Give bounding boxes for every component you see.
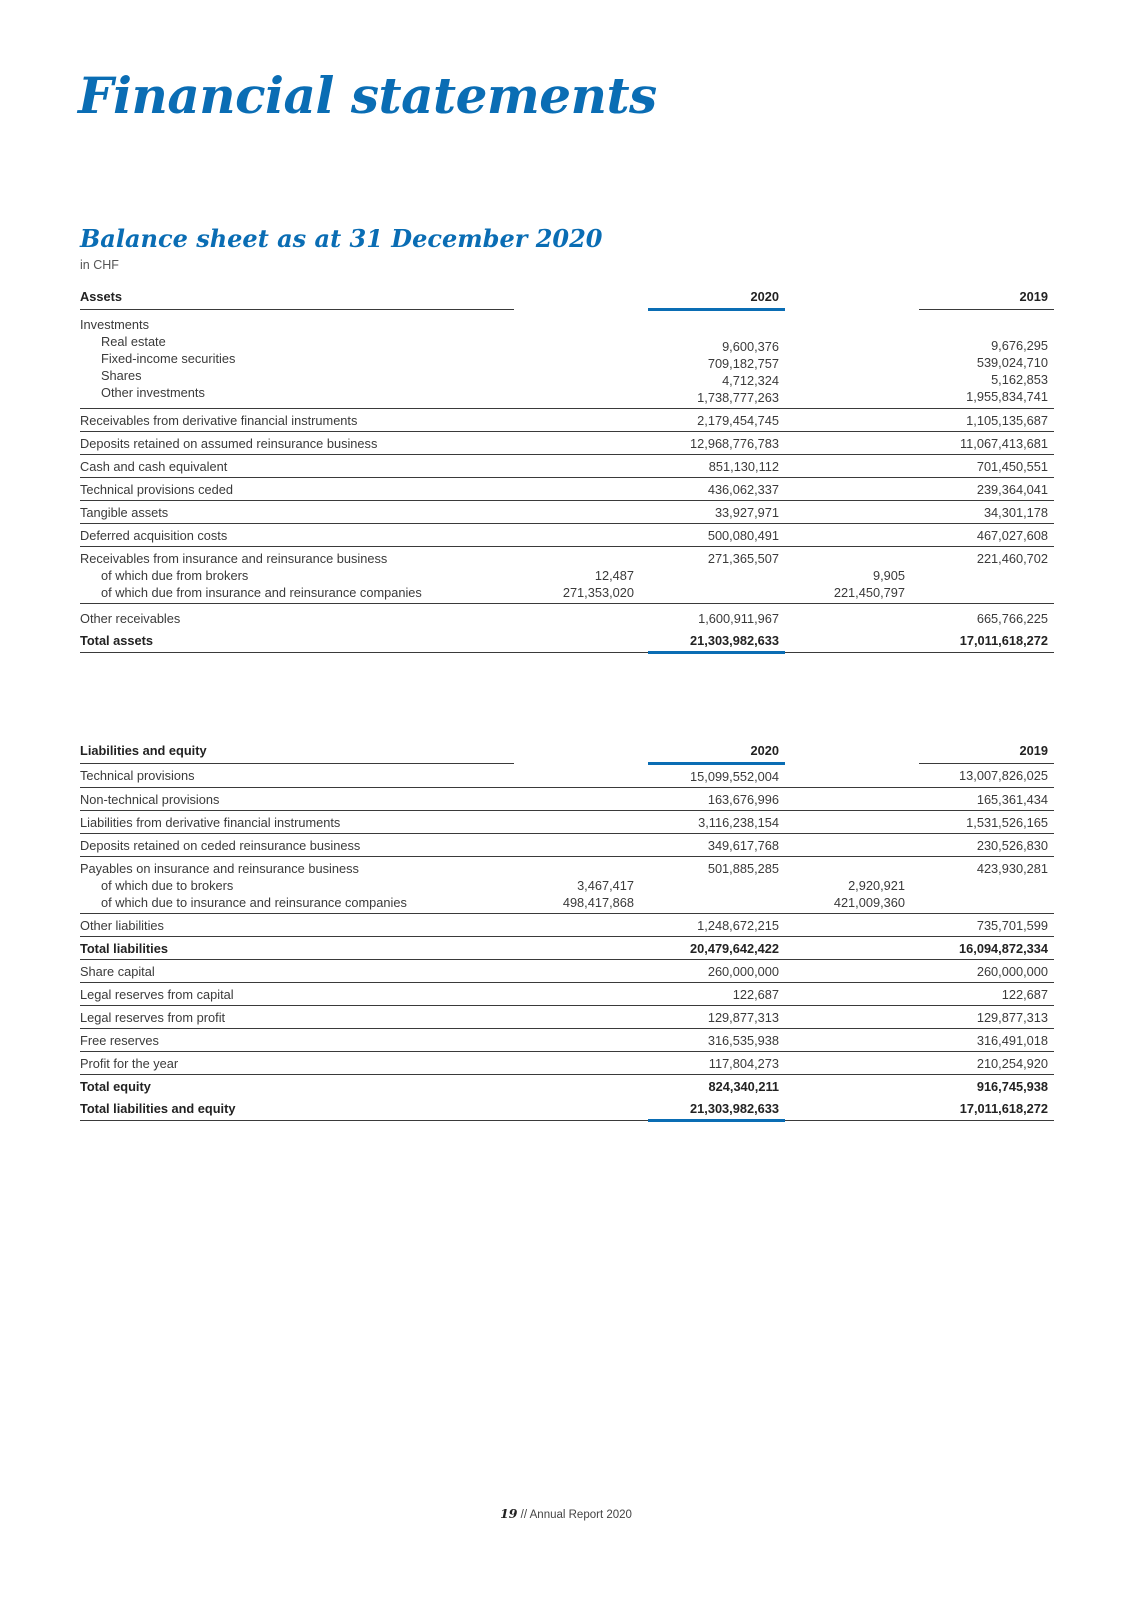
report-name: Annual Report 2020 <box>529 1509 632 1521</box>
value-2019: 701,450,551 <box>919 455 1054 478</box>
row-label: Tangible assets <box>80 501 514 524</box>
row-label: Technical provisions <box>80 764 514 788</box>
sub-value-2020: 3,467,417 <box>577 878 634 893</box>
table-row <box>80 764 1054 788</box>
row-label: Share capital <box>80 960 514 983</box>
row-label: Deferred acquisition costs <box>80 524 514 547</box>
row-label: Total assets <box>80 629 514 653</box>
sub-row-label: of which due from brokers <box>101 568 249 583</box>
total-liabilities-row <box>80 937 1054 960</box>
row-label: Deposits retained on assumed reinsurance business <box>80 432 514 455</box>
table-row <box>80 914 1054 937</box>
value-2020: 349,617,768 <box>648 834 785 857</box>
sub-value-2020: 498,417,868 <box>562 895 634 910</box>
row-label: Technical provisions ceded <box>80 478 514 501</box>
value-2020: 12,968,776,783 <box>648 432 785 455</box>
value-2019: 665,766,225 <box>976 611 1048 626</box>
page-number: 19 <box>500 1506 518 1521</box>
table-row <box>80 547 1054 604</box>
table-row <box>80 432 1054 455</box>
row-label: Other investments <box>101 385 205 400</box>
total-equity-row <box>80 1075 1054 1098</box>
row-label: Real estate <box>101 334 166 349</box>
value-2020: 117,804,273 <box>648 1052 785 1075</box>
sub-row-label: of which due to brokers <box>101 878 234 893</box>
value-2019: 16,094,872,334 <box>919 937 1054 960</box>
col-2020-header: 2020 <box>648 288 785 310</box>
col-2020-header: 2020 <box>648 742 785 764</box>
row-label: Payables on insurance and reinsurance business <box>80 861 359 876</box>
value-2020: 501,885,285 <box>648 857 785 914</box>
value-2019: 1,531,526,165 <box>919 811 1054 834</box>
value-2020: 709,182,757 <box>707 356 779 371</box>
row-label: Deposits retained on ceded reinsurance business <box>80 834 514 857</box>
value-2019: 9,676,295 <box>991 338 1048 353</box>
row-label: Free reserves <box>80 1029 514 1052</box>
value-2019: 129,877,313 <box>919 1006 1054 1029</box>
table-row <box>80 478 1054 501</box>
table-row <box>80 604 1054 630</box>
value-2020: 9,600,376 <box>722 339 779 354</box>
value-2020: 15,099,552,004 <box>648 764 785 788</box>
assets-table <box>80 288 1054 654</box>
row-label: Legal reserves from capital <box>80 983 514 1006</box>
value-2020: 3,116,238,154 <box>648 811 785 834</box>
liabilities-heading: Liabilities and equity <box>80 742 514 764</box>
value-2020: 436,062,337 <box>648 478 785 501</box>
total-assets-row <box>80 629 1054 653</box>
value-2019: 11,067,413,681 <box>919 432 1054 455</box>
sub-row-label: of which due to insurance and reinsurance companies <box>101 895 407 910</box>
value-2019: 122,687 <box>919 983 1054 1006</box>
table-row <box>80 811 1054 834</box>
currency-unit: in CHF <box>80 258 119 272</box>
table-row <box>80 960 1054 983</box>
liabilities-table <box>80 742 1054 1122</box>
value-2019: 210,254,920 <box>919 1052 1054 1075</box>
row-label: Receivables from insurance and reinsurance business <box>80 551 388 566</box>
value-2020: 122,687 <box>648 983 785 1006</box>
value-2020: 1,600,911,967 <box>698 611 779 626</box>
page-title: Financial statements <box>78 66 657 125</box>
row-label: Non-technical provisions <box>80 788 514 811</box>
row-label: Receivables from derivative financial instruments <box>80 409 514 432</box>
assets-header-row <box>80 288 1054 310</box>
value-2020: 33,927,971 <box>648 501 785 524</box>
sub-row-label: of which due from insurance and reinsurance companies <box>101 585 422 600</box>
value-2019: 221,460,702 <box>919 547 1054 604</box>
sub-value-2019: 2,920,921 <box>848 878 905 893</box>
value-2020: 260,000,000 <box>648 960 785 983</box>
value-2019: 423,930,281 <box>919 857 1054 914</box>
row-label: Shares <box>101 368 142 383</box>
sub-value-2019: 9,905 <box>872 568 905 583</box>
liabilities-header-row <box>80 742 1054 764</box>
value-2020: 163,676,996 <box>648 788 785 811</box>
value-2019: 260,000,000 <box>919 960 1054 983</box>
value-2019: 13,007,826,025 <box>919 764 1054 788</box>
value-2020: 21,303,982,633 <box>648 1097 785 1121</box>
value-2019: 539,024,710 <box>976 355 1048 370</box>
assets-heading: Assets <box>80 288 514 310</box>
page-footer <box>0 1506 1132 1521</box>
sub-value-2020: 12,487 <box>594 568 634 583</box>
table-row <box>80 1029 1054 1052</box>
value-2019: 735,701,599 <box>919 914 1054 937</box>
value-2020: 824,340,211 <box>708 1079 779 1094</box>
value-2019: 34,301,178 <box>919 501 1054 524</box>
value-2020: 500,080,491 <box>648 524 785 547</box>
value-2020: 21,303,982,633 <box>648 629 785 653</box>
value-2019: 17,011,618,272 <box>919 629 1054 653</box>
row-label: Legal reserves from profit <box>80 1006 514 1029</box>
investments-label: Investments <box>80 317 149 332</box>
table-row <box>80 983 1054 1006</box>
table-row <box>80 788 1054 811</box>
row-label: Liabilities from derivative financial instruments <box>80 811 514 834</box>
sub-value-2020: 271,353,020 <box>562 585 634 600</box>
value-2020: 271,365,507 <box>648 547 785 604</box>
row-label: Other liabilities <box>80 914 514 937</box>
table-row <box>80 857 1054 914</box>
row-label: Other receivables <box>80 611 181 626</box>
row-label: Total equity <box>80 1079 151 1094</box>
table-row <box>80 834 1054 857</box>
total-liabilities-equity-row <box>80 1097 1054 1121</box>
value-2020: 851,130,112 <box>648 455 785 478</box>
table-row <box>80 1006 1054 1029</box>
value-2019: 239,364,041 <box>919 478 1054 501</box>
row-label: Cash and cash equivalent <box>80 455 514 478</box>
table-row <box>80 409 1054 432</box>
row-label: Total liabilities <box>80 937 514 960</box>
table-row <box>80 524 1054 547</box>
value-2020: 316,535,938 <box>648 1029 785 1052</box>
value-2019: 165,361,434 <box>919 788 1054 811</box>
footer-separator: // <box>520 1509 528 1521</box>
table-row <box>80 1052 1054 1075</box>
value-2019: 1,105,135,687 <box>919 409 1054 432</box>
value-2020: 4,712,324 <box>722 373 779 388</box>
value-2019: 17,011,618,272 <box>919 1097 1054 1121</box>
value-2019: 316,491,018 <box>919 1029 1054 1052</box>
value-2019: 1,955,834,741 <box>966 389 1048 404</box>
table-row <box>80 455 1054 478</box>
col-2019-header: 2019 <box>919 288 1054 310</box>
value-2020: 20,479,642,422 <box>648 937 785 960</box>
row-label: Fixed-income securities <box>101 351 236 366</box>
value-2019: 230,526,830 <box>919 834 1054 857</box>
col-2019-header: 2019 <box>919 742 1054 764</box>
value-2020: 1,738,777,263 <box>697 390 779 405</box>
value-2020: 1,248,672,215 <box>648 914 785 937</box>
value-2019: 916,745,938 <box>976 1079 1048 1094</box>
section-title: Balance sheet as at 31 December 2020 <box>80 224 603 253</box>
sub-value-2019: 221,450,797 <box>833 585 905 600</box>
row-label: Profit for the year <box>80 1052 514 1075</box>
value-2019: 467,027,608 <box>919 524 1054 547</box>
row-label: Total liabilities and equity <box>80 1097 514 1121</box>
table-row <box>80 310 1054 409</box>
table-row <box>80 501 1054 524</box>
value-2020: 129,877,313 <box>648 1006 785 1029</box>
value-2020: 2,179,454,745 <box>648 409 785 432</box>
value-2019: 5,162,853 <box>991 372 1048 387</box>
sub-value-2019: 421,009,360 <box>833 895 905 910</box>
